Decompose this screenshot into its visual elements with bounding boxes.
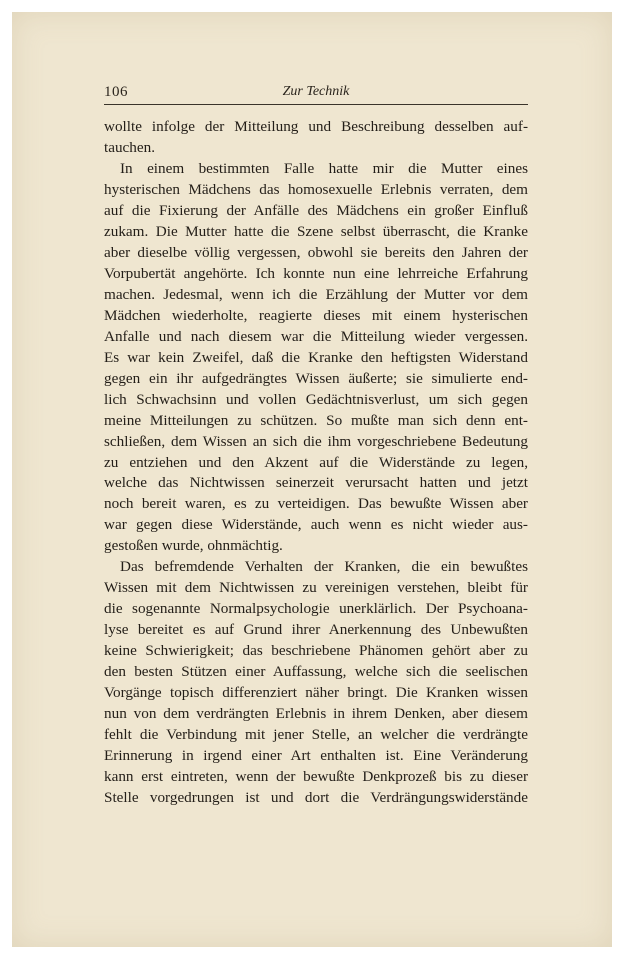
text-line: Stelle vorgedrungen ist und dort die Verdrängungswiderstände [104,789,528,806]
text-line: Mädchen wiederholte, reagierte dieses mit einem hysterischen [104,306,528,324]
running-title: Zur Technik [282,84,350,99]
text-line: machen. Jedesmal, wenn ich die Erzählung der Mutter vor dem [104,285,528,303]
text-line: schließen, dem Wissen an sich die ihm vorgeschriebene Bedeutung [104,432,528,450]
text-line: Das befremdende Verhalten der Kranken, die ein bewußtes [120,558,528,576]
header-rule [104,104,528,105]
text-line: welche das Nichtwissen seinerzeit verursacht hatten und jetzt [104,474,528,492]
text-line: zukam. Die Mutter hatte die Szene selbst überrascht, die Kranke [104,222,528,240]
page-number: 106 [104,84,128,100]
text-line: Es war kein Zweifel, daß die Kranke den heftigsten Widerstand [104,348,528,366]
text-line: keine Schwierigkeit; das beschriebene Phänomen gehört aber zu [104,642,528,660]
text-line: lich Schwachsinn und vollen Gedächtnisverlust, um sich gegen [104,390,528,408]
text-line: kann erst eintreten, wenn der bewußte Denkprozeß bis zu dieser [104,768,528,786]
text-line: meine Mitteilungen zu schützen. So mußte man sich denn ent- [104,411,528,429]
text-line: tauchen. [104,138,156,156]
text-line: hysterischen Mädchens das homosexuelle Erlebnis verraten, dem [104,180,528,198]
book-page [12,12,612,947]
text-line: Erinnerung in irgend einer Art enthalten ist. Eine Veränderung [104,747,528,765]
text-line: auf die Fixierung der Anfälle des Mädchens ein großer Einfluß [104,201,528,219]
text-line: gestoßen wurde, ohnmächtig. [104,537,283,555]
text-line: Vorgänge topisch differenziert näher bringt. Die Kranken wissen [104,684,528,702]
text-line: wollte infolge der Mitteilung und Beschreibung desselben auf- [104,118,528,135]
text-line: nun von dem verdrängten Erlebnis in ihrem Denken, aber diesem [104,705,528,723]
text-line: den besten Stützen einer Auffassung, welche sich die seelischen [104,663,528,681]
body-text [104,117,528,809]
text-line: gegen ein ihr aufgedrängtes Wissen äußerte; sie simulierte end- [104,369,528,387]
text-line: In einem bestimmten Falle hatte mir die Mutter eines [120,159,528,177]
text-line: war gegen diese Widerstände, auch wenn es nicht wieder aus- [104,516,528,534]
text-line: Wissen mit dem Nichtwissen zu vereinigen verstehen, bleibt für [104,579,528,597]
text-line: Anfalle und nach diesem war die Mitteilung wieder vergessen. [104,327,528,345]
text-line: die sogenannte Normalpsychologie unerklärlich. Der Psychoana- [104,600,528,618]
text-line: lyse bereitet es auf Grund ihrer Anerkennung des Unbewußten [104,621,528,639]
text-line: aber dieselbe völlig vergessen, obwohl sie bereits den Jahren der [104,243,528,261]
text-line: Vorpubertät angehörte. Ich konnte nun eine lehrreiche Erfahrung [104,264,528,282]
text-line: fehlt die Verbindung mit jener Stelle, an welcher die verdrängte [104,726,528,744]
text-line: zu entziehen und den Akzent auf die Widerstände zu legen, [104,453,528,471]
text-line: noch bereit waren, es zu verteidigen. Das bewußte Wissen aber [104,495,528,513]
page-header [104,84,528,104]
